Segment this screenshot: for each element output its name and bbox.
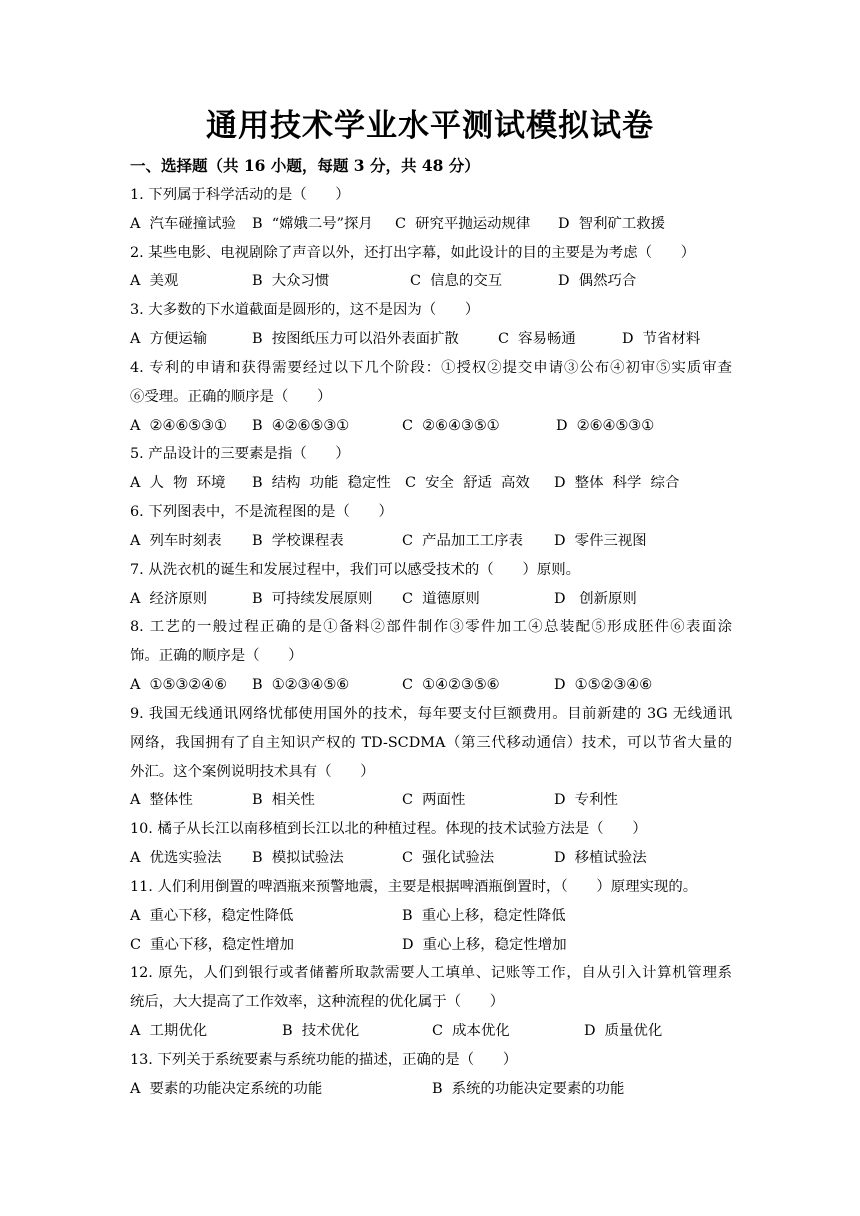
answer-option: D 整体 科学 综合 — [554, 475, 680, 492]
answer-option: C ②⑥④③⑤① — [402, 417, 500, 434]
answer-option: D 移植试验法 — [554, 850, 647, 867]
question-stem: 3. 大多数的下水道截面是圆形的，这不是因为（ ） — [130, 302, 480, 319]
answer-option: A 重心下移，稳定性降低 — [130, 907, 294, 924]
answer-option: C 研究平抛运动规律 — [395, 215, 531, 232]
options-row — [130, 587, 732, 611]
answer-option: A 经济原则 — [130, 590, 208, 607]
answer-option: A 人 物 环境 — [130, 475, 226, 492]
question-stem: 10. 橘子从长江以南移植到长江以北的种植过程。体现的技术试验方法是（ ） — [130, 821, 647, 838]
answer-option: C ①④②③⑤⑥ — [402, 677, 500, 694]
page-title: 通用技术学业水平测试模拟试卷 — [206, 108, 654, 144]
answer-option: B 相关性 — [252, 792, 315, 809]
options-row — [130, 673, 732, 697]
answer-option: A 工期优化 — [130, 1023, 208, 1040]
answer-option: D 创新原则 — [554, 590, 637, 607]
question-stem: 11. 人们利用倒置的啤酒瓶来预警地震，主要是根据啤酒瓶倒置时，（ ）原理实现的。 — [130, 878, 698, 895]
answer-option: B “嫦娥二号”探月 — [252, 215, 373, 232]
answer-option: A 方便运输 — [130, 331, 208, 348]
answer-option: A ②④⑥⑤③① — [130, 417, 227, 434]
answer-option: C 产品加工工序表 — [402, 532, 523, 549]
question-stem: 7. 从洗衣机的诞生和发展过程中，我们可以感受技术的（ ）原则。 — [130, 561, 581, 578]
section-heading: 一、选择题（共 16 小题，每题 3 分，共 48 分） — [130, 156, 480, 175]
question-stem: 4. 专利的申请和获得需要经过以下几个阶段：①授权②提交申请③公布④初审⑤实质审查 — [130, 359, 732, 376]
answer-option: C 信息的交互 — [410, 273, 503, 290]
answer-option: D 专利性 — [554, 792, 618, 809]
answer-option: D 重心上移，稳定性增加 — [402, 936, 567, 953]
options-row — [130, 904, 732, 928]
answer-option: D 零件三视图 — [554, 532, 647, 549]
question-stem: 饰。正确的顺序是（ ） — [130, 648, 303, 665]
options-row — [130, 471, 732, 495]
answer-option: D 智利矿工救援 — [558, 215, 666, 232]
answer-option: A 列车时刻表 — [130, 532, 222, 549]
options-row — [130, 529, 732, 553]
answer-option: A 汽车碰撞试验 — [130, 215, 236, 232]
options-row — [130, 846, 732, 870]
answer-option: C 两面性 — [402, 792, 466, 809]
answer-option: D ②⑥④⑤③① — [556, 417, 655, 434]
answer-option: C 道德原则 — [402, 590, 480, 607]
answer-option: C 重心下移，稳定性增加 — [130, 936, 295, 953]
answer-option: D 节省材料 — [622, 331, 701, 348]
answer-option: A 优选实验法 — [130, 850, 222, 867]
answer-option: D 偶然巧合 — [558, 273, 637, 290]
answer-option: B 系统的功能决定要素的功能 — [432, 1080, 625, 1097]
answer-option: B 按图纸压力可以沿外表面扩散 — [252, 331, 459, 348]
options-row — [130, 1077, 732, 1101]
answer-option: B 模拟试验法 — [252, 850, 344, 867]
answer-option: A 美观 — [130, 273, 179, 290]
answer-option: B 可持续发展原则 — [252, 590, 373, 607]
answer-option: C 强化试验法 — [402, 850, 495, 867]
answer-option: C 成本优化 — [432, 1023, 510, 1040]
answer-option: B 学校课程表 — [252, 532, 344, 549]
options-row — [130, 212, 732, 236]
question-stem: 5. 产品设计的三要素是指（ ） — [130, 446, 350, 463]
answer-option: C 容易畅通 — [498, 331, 576, 348]
options-row — [130, 788, 732, 812]
question-stem: 13. 下列关于系统要素与系统功能的描述，正确的是（ ） — [130, 1051, 518, 1068]
options-row — [130, 269, 732, 293]
question-stem: 12. 原先，人们到银行或者储蓄所取款需要人工填单、记账等工作，自从引入计算机管理系 — [130, 965, 732, 982]
answer-option: B ①②③④⑤⑥ — [252, 677, 350, 694]
answer-option: B 结构 功能 稳定性 — [252, 475, 391, 492]
answer-option: D 质量优化 — [584, 1023, 663, 1040]
question-stem: 8. 工艺的一般过程正确的是①备料②部件制作③零件加工④总装配⑤形成胚件⑥表面涂 — [130, 619, 732, 636]
options-row — [130, 933, 732, 957]
options-row — [130, 414, 732, 438]
answer-option: C 安全 舒适 高效 — [405, 475, 530, 492]
answer-option: D ①⑤②③④⑥ — [554, 677, 653, 694]
answer-option: A ①⑤③②④⑥ — [130, 677, 227, 694]
answer-option: B 技术优化 — [282, 1023, 360, 1040]
question-stem: 6. 下列图表中，不是流程图的是（ ） — [130, 504, 393, 521]
answer-option: B ④②⑥⑤③① — [252, 417, 350, 434]
question-stem: 网络，我国拥有了自主知识产权的 TD-SCDMA（第三代移动通信）技术，可以节省大量的 — [130, 734, 732, 751]
options-row — [130, 327, 732, 351]
answer-option: A 整体性 — [130, 792, 193, 809]
question-stem: 2. 某些电影、电视剧除了声音以外，还打出字幕，如此设计的目的主要是为考虑（ ） — [130, 244, 696, 261]
answer-option: A 要素的功能决定系统的功能 — [130, 1080, 323, 1097]
question-stem: 外汇。这个案例说明技术具有（ ） — [130, 763, 375, 780]
question-stem: 9. 我国无线通讯网络忧郁使用国外的技术，每年要支付巨额费用。目前新建的 3G 无线通讯 — [130, 705, 732, 722]
question-stem: 1. 下列属于科学活动的是（ ） — [130, 187, 350, 203]
question-stem: ⑥受理。正确的顺序是（ ） — [130, 388, 332, 405]
options-row — [130, 1019, 732, 1043]
answer-option: B 重心上移，稳定性降低 — [402, 907, 566, 924]
question-stem: 统后，大大提高了工作效率，这种流程的优化属于（ ） — [130, 994, 505, 1011]
answer-option: B 大众习惯 — [252, 273, 330, 290]
